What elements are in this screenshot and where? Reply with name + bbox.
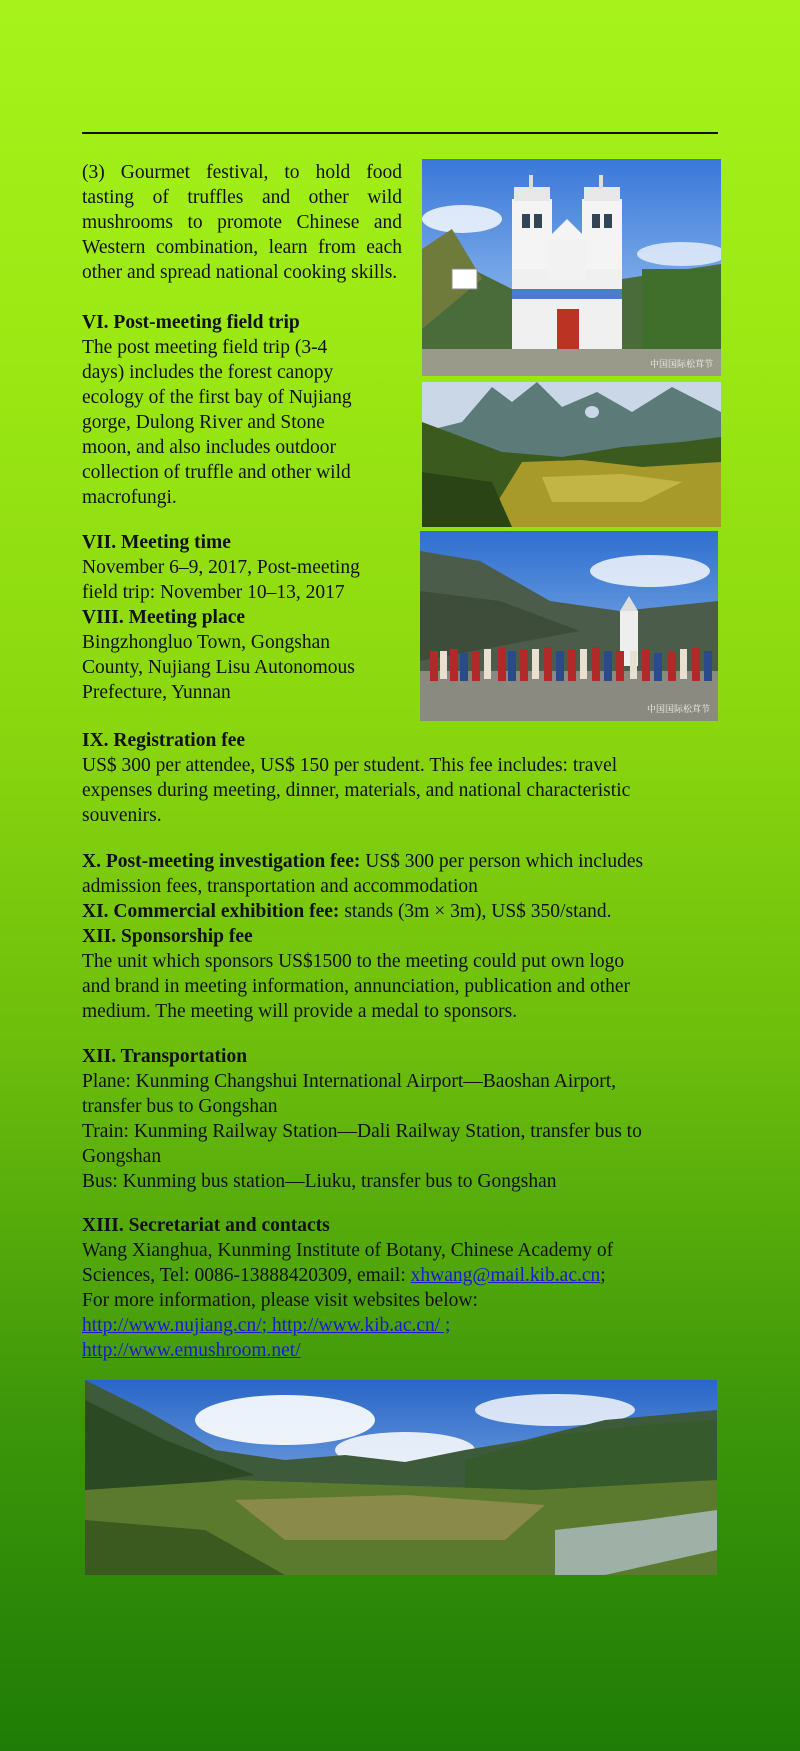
church-photo <box>422 159 721 376</box>
kib-link[interactable]: http://www.kib.ac.cn/ ; <box>271 1315 451 1336</box>
email-link[interactable]: xhwang@mail.kib.ac.cn <box>410 1265 601 1286</box>
meeting-place-line: Bingzhongluo Town, Gongshan <box>82 632 330 653</box>
section-registration <box>82 728 732 828</box>
section-field-trip <box>82 310 402 510</box>
sponsorship-heading: XII. Sponsorship fee <box>82 926 253 947</box>
people-photo-watermark: 中国国际松茸节 <box>646 705 710 715</box>
field-trip-line: days) includes the forest canopy <box>82 362 334 383</box>
field-trip-line: moon, and also includes outdoor <box>82 437 337 458</box>
sponsorship-line: and brand in meeting information, annunciation, publication and other <box>82 976 631 997</box>
emushroom-link[interactable]: http://www.emushroom.net/ <box>82 1340 301 1361</box>
nujiang-link[interactable]: http://www.nujiang.cn/ <box>82 1315 262 1336</box>
people-photo <box>420 531 718 721</box>
church-photo-watermark: 中国国际松茸节 <box>649 360 713 370</box>
section-contacts <box>82 1213 732 1363</box>
valley-photo <box>422 382 721 527</box>
registration-line: souvenirs. <box>82 805 162 826</box>
gourmet-paragraph <box>82 160 402 285</box>
investigation-fee-text: US$ 300 per person which includes <box>360 851 644 872</box>
meeting-time-heading: VII. Meeting time <box>82 532 231 553</box>
top-rule <box>82 132 718 134</box>
field-trip-line: macrofungi. <box>82 487 177 508</box>
transportation-line: transfer bus to Gongshan <box>82 1096 278 1117</box>
transportation-line: Bus: Kunming bus station—Liuku, transfer bus to Gongshan <box>82 1171 557 1192</box>
registration-line: expenses during meeting, dinner, materials, and national characteristic <box>82 780 631 801</box>
investigation-fee-heading: X. Post-meeting investigation fee: <box>82 851 361 872</box>
investigation-fee-line2: admission fees, transportation and accommodation <box>82 876 478 897</box>
transportation-line: Train: Kunming Railway Station—Dali Railway Station, transfer bus to <box>82 1121 642 1142</box>
panorama-photo <box>85 1380 717 1575</box>
exhibition-fee-line <box>82 899 732 924</box>
field-trip-line: ecology of the first bay of Nujiang <box>82 387 352 408</box>
gourmet-text: (3) Gourmet festival, to hold food tasting of truffles and other wild mushrooms to promote Chinese and Western combination, learn from each other and spread national cooking skills. <box>82 162 402 283</box>
exhibition-fee-text: stands (3m × 3m), US$ 350/stand. <box>339 901 612 922</box>
contacts-tel-text: Sciences, Tel: 0086-13888420309, email: <box>82 1265 411 1286</box>
links-line <box>82 1338 732 1363</box>
transportation-line: Gongshan <box>82 1146 162 1167</box>
field-trip-line: gorge, Dulong River and Stone <box>82 412 325 433</box>
meeting-time-line: field trip: November 10–13, 2017 <box>82 582 345 603</box>
registration-heading: IX. Registration fee <box>82 730 245 751</box>
field-trip-line: The post meeting field trip (3-4 <box>82 337 328 358</box>
meeting-place-line: County, Nujiang Lisu Autonomous <box>82 657 355 678</box>
investigation-fee-line <box>82 849 732 874</box>
contacts-line: For more information, please visit websites below: <box>82 1290 478 1311</box>
field-trip-heading: VI. Post-meeting field trip <box>82 312 300 333</box>
links-line <box>82 1313 732 1338</box>
exhibition-fee-heading: XI. Commercial exhibition fee: <box>82 901 340 922</box>
field-trip-line: collection of truffle and other wild <box>82 462 351 483</box>
link-separator: ; <box>261 1315 272 1336</box>
meeting-place-heading: VIII. Meeting place <box>82 607 246 628</box>
sponsorship-line: The unit which sponsors US$1500 to the meeting could put own logo <box>82 951 625 972</box>
section-fees <box>82 849 732 1024</box>
contacts-line <box>82 1263 732 1288</box>
section-transportation <box>82 1044 732 1194</box>
contacts-line: Wang Xianghua, Kunming Institute of Botany, Chinese Academy of <box>82 1240 614 1261</box>
registration-line: US$ 300 per attendee, US$ 150 per student. This fee includes: travel <box>82 755 618 776</box>
meeting-time-line: November 6–9, 2017, Post-meeting <box>82 557 360 578</box>
transportation-line: Plane: Kunming Changshui International Airport—Baoshan Airport, <box>82 1071 617 1092</box>
meeting-place-line: Prefecture, Yunnan <box>82 682 231 703</box>
section-meeting-time <box>82 530 412 705</box>
sponsorship-line: medium. The meeting will provide a medal to sponsors. <box>82 1001 518 1022</box>
contacts-semicolon: ; <box>600 1265 606 1286</box>
transportation-heading: XII. Transportation <box>82 1046 248 1067</box>
contacts-heading: XIII. Secretariat and contacts <box>82 1215 330 1236</box>
